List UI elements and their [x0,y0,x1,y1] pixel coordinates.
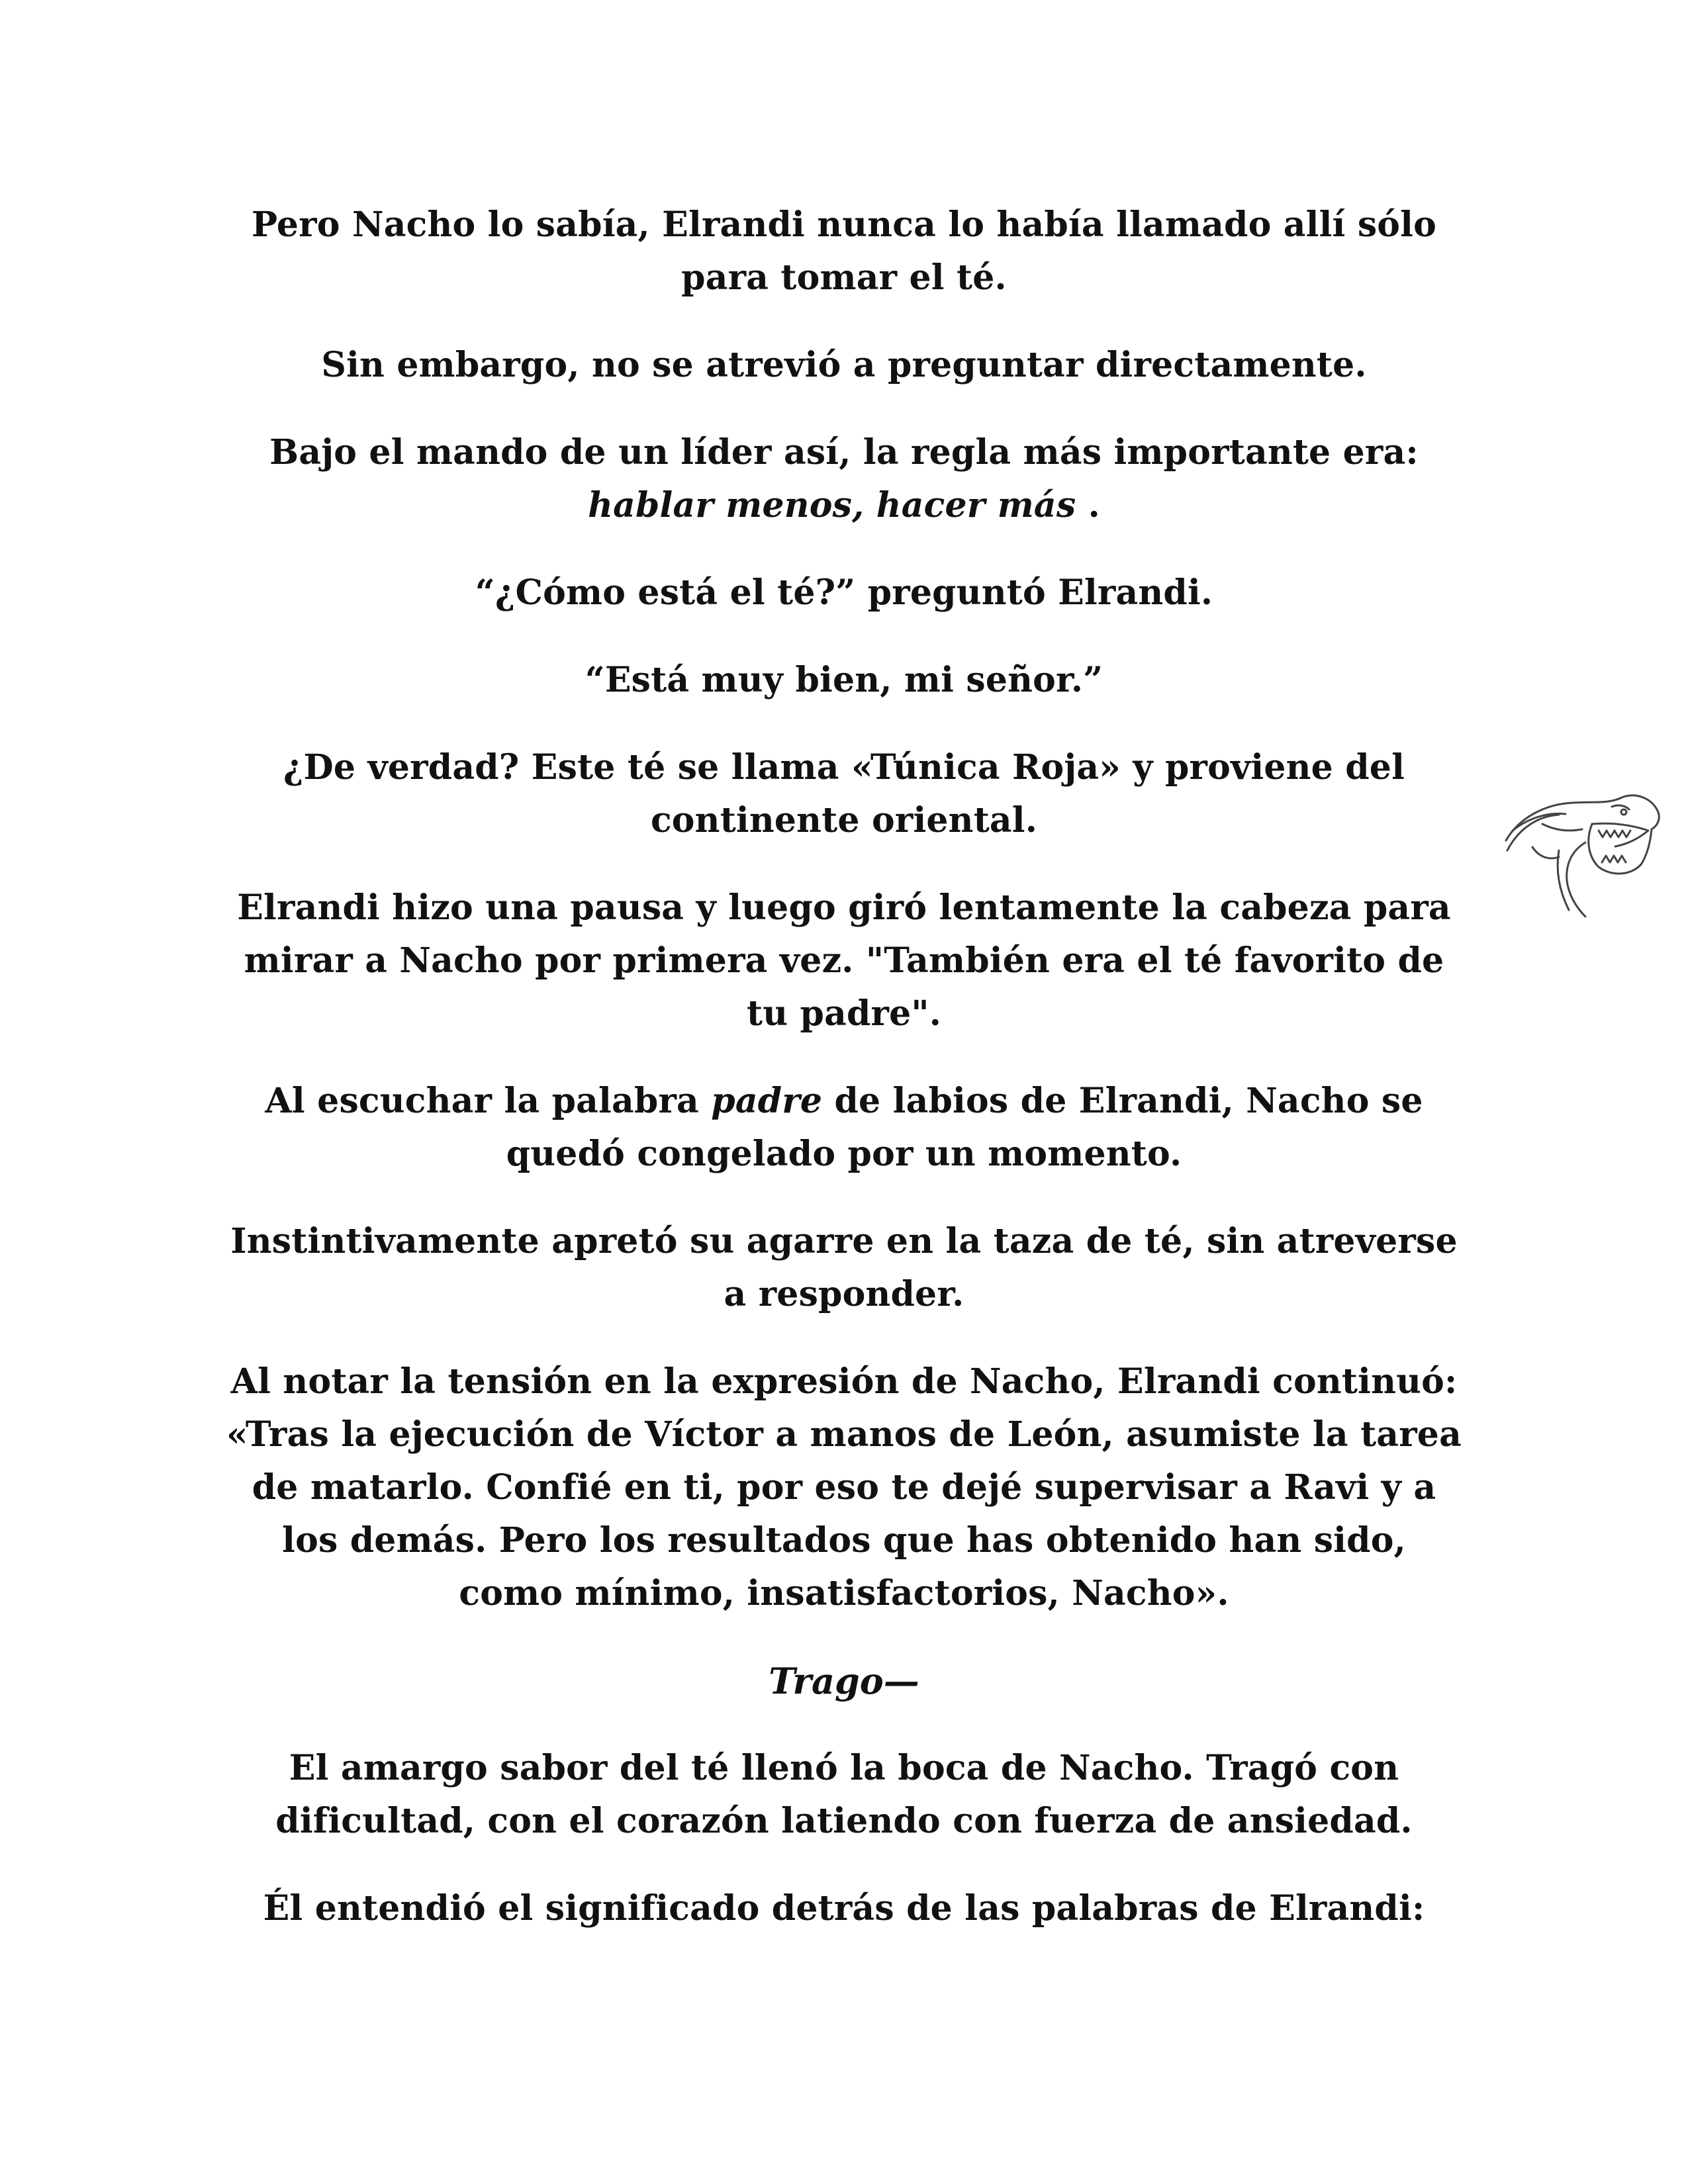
emphasis-text: padre [711,1081,823,1121]
paragraph: Él entendió el significado detrás de las palabras de Elrandi: [263,1888,1425,1929]
paragraph [225,1075,1463,1181]
paragraph: “¿Cómo está el té?” preguntó Elrandi. [475,572,1213,613]
paragraph: “Está muy bien, mi señor.” [585,660,1103,700]
emphasis-text: hablar menos, hacer más [588,485,1076,525]
paragraph-text: Bajo el mando de un líder así, la regla más importante era: [269,432,1419,473]
paragraph: Elrandi hizo una pausa y luego giró lentamente la cabeza para mirar a Nacho por primera vez. "También era el té favorito de tu padre". [237,887,1451,1034]
paragraph-text: de labios de Elrandi, Nacho se quedó congelado por un momento. [506,1081,1423,1174]
sound-effect-text: Trago— [769,1660,919,1702]
paragraph: El amargo sabor del té llenó la boca de Nacho. Tragó con dificultad, con el corazón latiendo con fuerza de ansiedad. [275,1748,1413,1841]
document-body [225,199,1463,1970]
paragraph: Pero Nacho lo sabía, Elrandi nunca lo había llamado allí sólo para tomar el té. [251,205,1437,298]
paragraph: Sin embargo, no se atrevió a preguntar directamente. [321,345,1367,385]
dinosaur-head-sketch-icon [1493,778,1671,927]
paragraph [225,426,1463,532]
paragraph: ¿De verdad? Este té se llama «Túnica Roja» y proviene del continente oriental. [283,747,1405,841]
paragraph-text: . [1076,485,1100,525]
paragraph-text: Al escuchar la palabra [265,1081,712,1121]
paragraph: Instintivamente apretó su agarre en la taza de té, sin atreverse a responder. [230,1221,1458,1314]
paragraph: Al notar la tensión en la expresión de Nacho, Elrandi continuó: «Tras la ejecución de Víctor a manos de León, asumiste la tarea de matarlo. Confié en ti, por eso te dejé supervisar a Ravi y a los demás. Pero los resultados que has obtenido han sido, como mínimo, insatisfactorios, Nacho». [226,1361,1462,1614]
